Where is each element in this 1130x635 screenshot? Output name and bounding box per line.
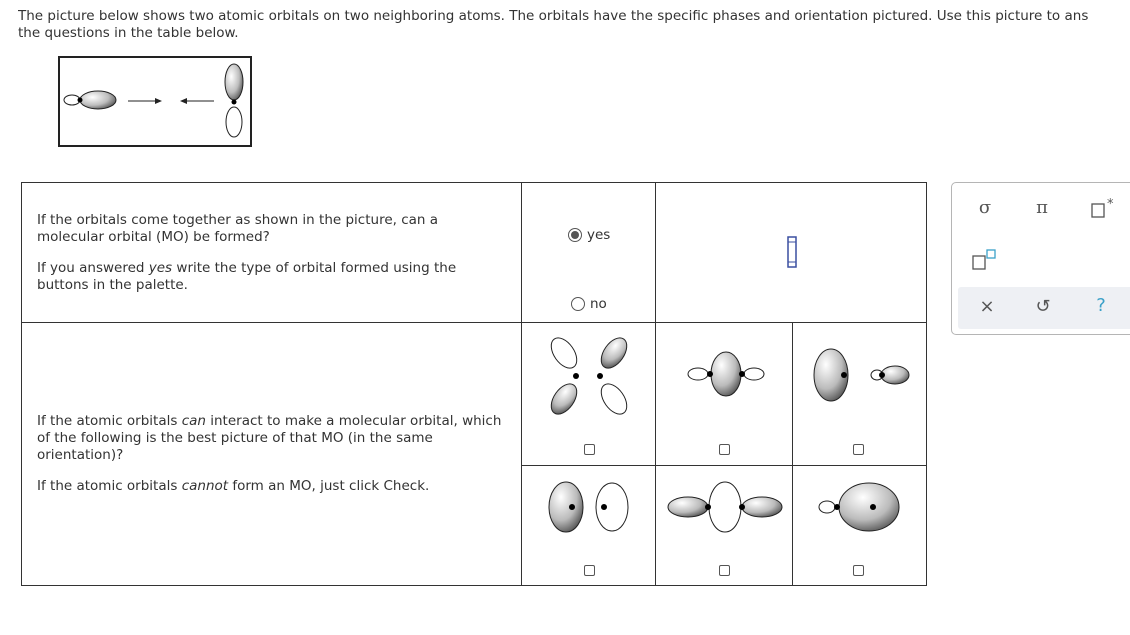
left-orbital-big-lobe xyxy=(80,91,116,109)
mo-choice-2-drawing xyxy=(686,349,766,399)
option-no-label: no xyxy=(590,296,607,312)
superscript-star-label: * xyxy=(1107,197,1114,212)
mo-choice-4-checkbox[interactable] xyxy=(584,565,595,576)
q2-text-part1: If the atomic orbitals can interact to make a molecular orbital, which of the following is the best picture of that MO (in the same orientation)? xyxy=(37,413,502,463)
q1-text-part2: If you answered yes write the type of orbital formed using the buttons in the palette. xyxy=(37,259,457,293)
mo-choice-4-drawing xyxy=(546,478,632,536)
mo-choice-1-drawing xyxy=(544,331,634,421)
mo-choice-6-drawing xyxy=(817,480,903,534)
intro-text xyxy=(18,8,1130,42)
pi-button[interactable]: π xyxy=(1036,197,1048,218)
mo-choice-3[interactable] xyxy=(793,323,927,466)
option-no[interactable] xyxy=(571,296,607,312)
superscript-button[interactable] xyxy=(1088,198,1118,224)
mo-choice-6-checkbox[interactable] xyxy=(853,565,864,576)
mo-choice-1-checkbox[interactable] xyxy=(584,444,595,455)
mo-choice-5-checkbox[interactable] xyxy=(719,565,730,576)
q2-text-cell xyxy=(22,323,522,586)
mo-choice-1[interactable] xyxy=(522,323,656,466)
mo-choice-3-checkbox[interactable] xyxy=(853,444,864,455)
left-nucleus xyxy=(78,98,83,103)
help-icon[interactable]: ? xyxy=(1096,295,1106,316)
orbital-figure-drawing xyxy=(60,58,250,145)
subscript-button[interactable] xyxy=(970,247,1000,273)
intro-line-2: the questions in the table below. xyxy=(18,25,239,41)
intro-line-1: The picture below shows two atomic orbitals on two neighboring atoms. The orbitals have the specific phases and orientation pictured. Use this picture to ans xyxy=(18,8,1089,24)
q1-options-cell xyxy=(522,183,656,323)
mo-choice-3-drawing xyxy=(811,347,911,403)
mo-choice-5-drawing xyxy=(666,480,784,534)
right-orbital-bottom-lobe xyxy=(226,107,242,137)
option-yes[interactable] xyxy=(568,227,610,243)
radio-yes[interactable] xyxy=(568,228,582,242)
arrow-left-head xyxy=(180,98,187,104)
right-nucleus xyxy=(232,100,237,105)
q1-answer-cell[interactable] xyxy=(656,183,927,323)
q2-text-part2: If the atomic orbitals cannot form an MO, just click Check. xyxy=(37,478,430,494)
sigma-button[interactable]: σ xyxy=(978,197,992,218)
subscript-box-icon xyxy=(970,247,1000,273)
question-table xyxy=(21,182,927,586)
orbital-figure xyxy=(58,56,252,147)
q1-text-part1: If the orbitals come together as shown in the picture, can a molecular orbital (MO) be formed? xyxy=(37,211,439,245)
option-yes-label: yes xyxy=(587,227,611,243)
clear-icon[interactable]: × xyxy=(979,296,995,317)
mo-choice-6[interactable] xyxy=(793,466,927,586)
mo-choice-2[interactable] xyxy=(656,323,793,466)
right-orbital-top-lobe xyxy=(225,64,243,100)
radio-no[interactable] xyxy=(571,297,585,311)
answer-input-box[interactable] xyxy=(786,236,798,268)
undo-icon[interactable]: ↺ xyxy=(1035,296,1051,317)
symbol-palette xyxy=(951,182,1130,335)
arrow-right-head xyxy=(155,98,162,104)
mo-choice-4[interactable] xyxy=(522,466,656,586)
mo-choice-2-checkbox[interactable] xyxy=(719,444,730,455)
q1-text-cell xyxy=(22,183,522,323)
mo-choice-5[interactable] xyxy=(656,466,793,586)
